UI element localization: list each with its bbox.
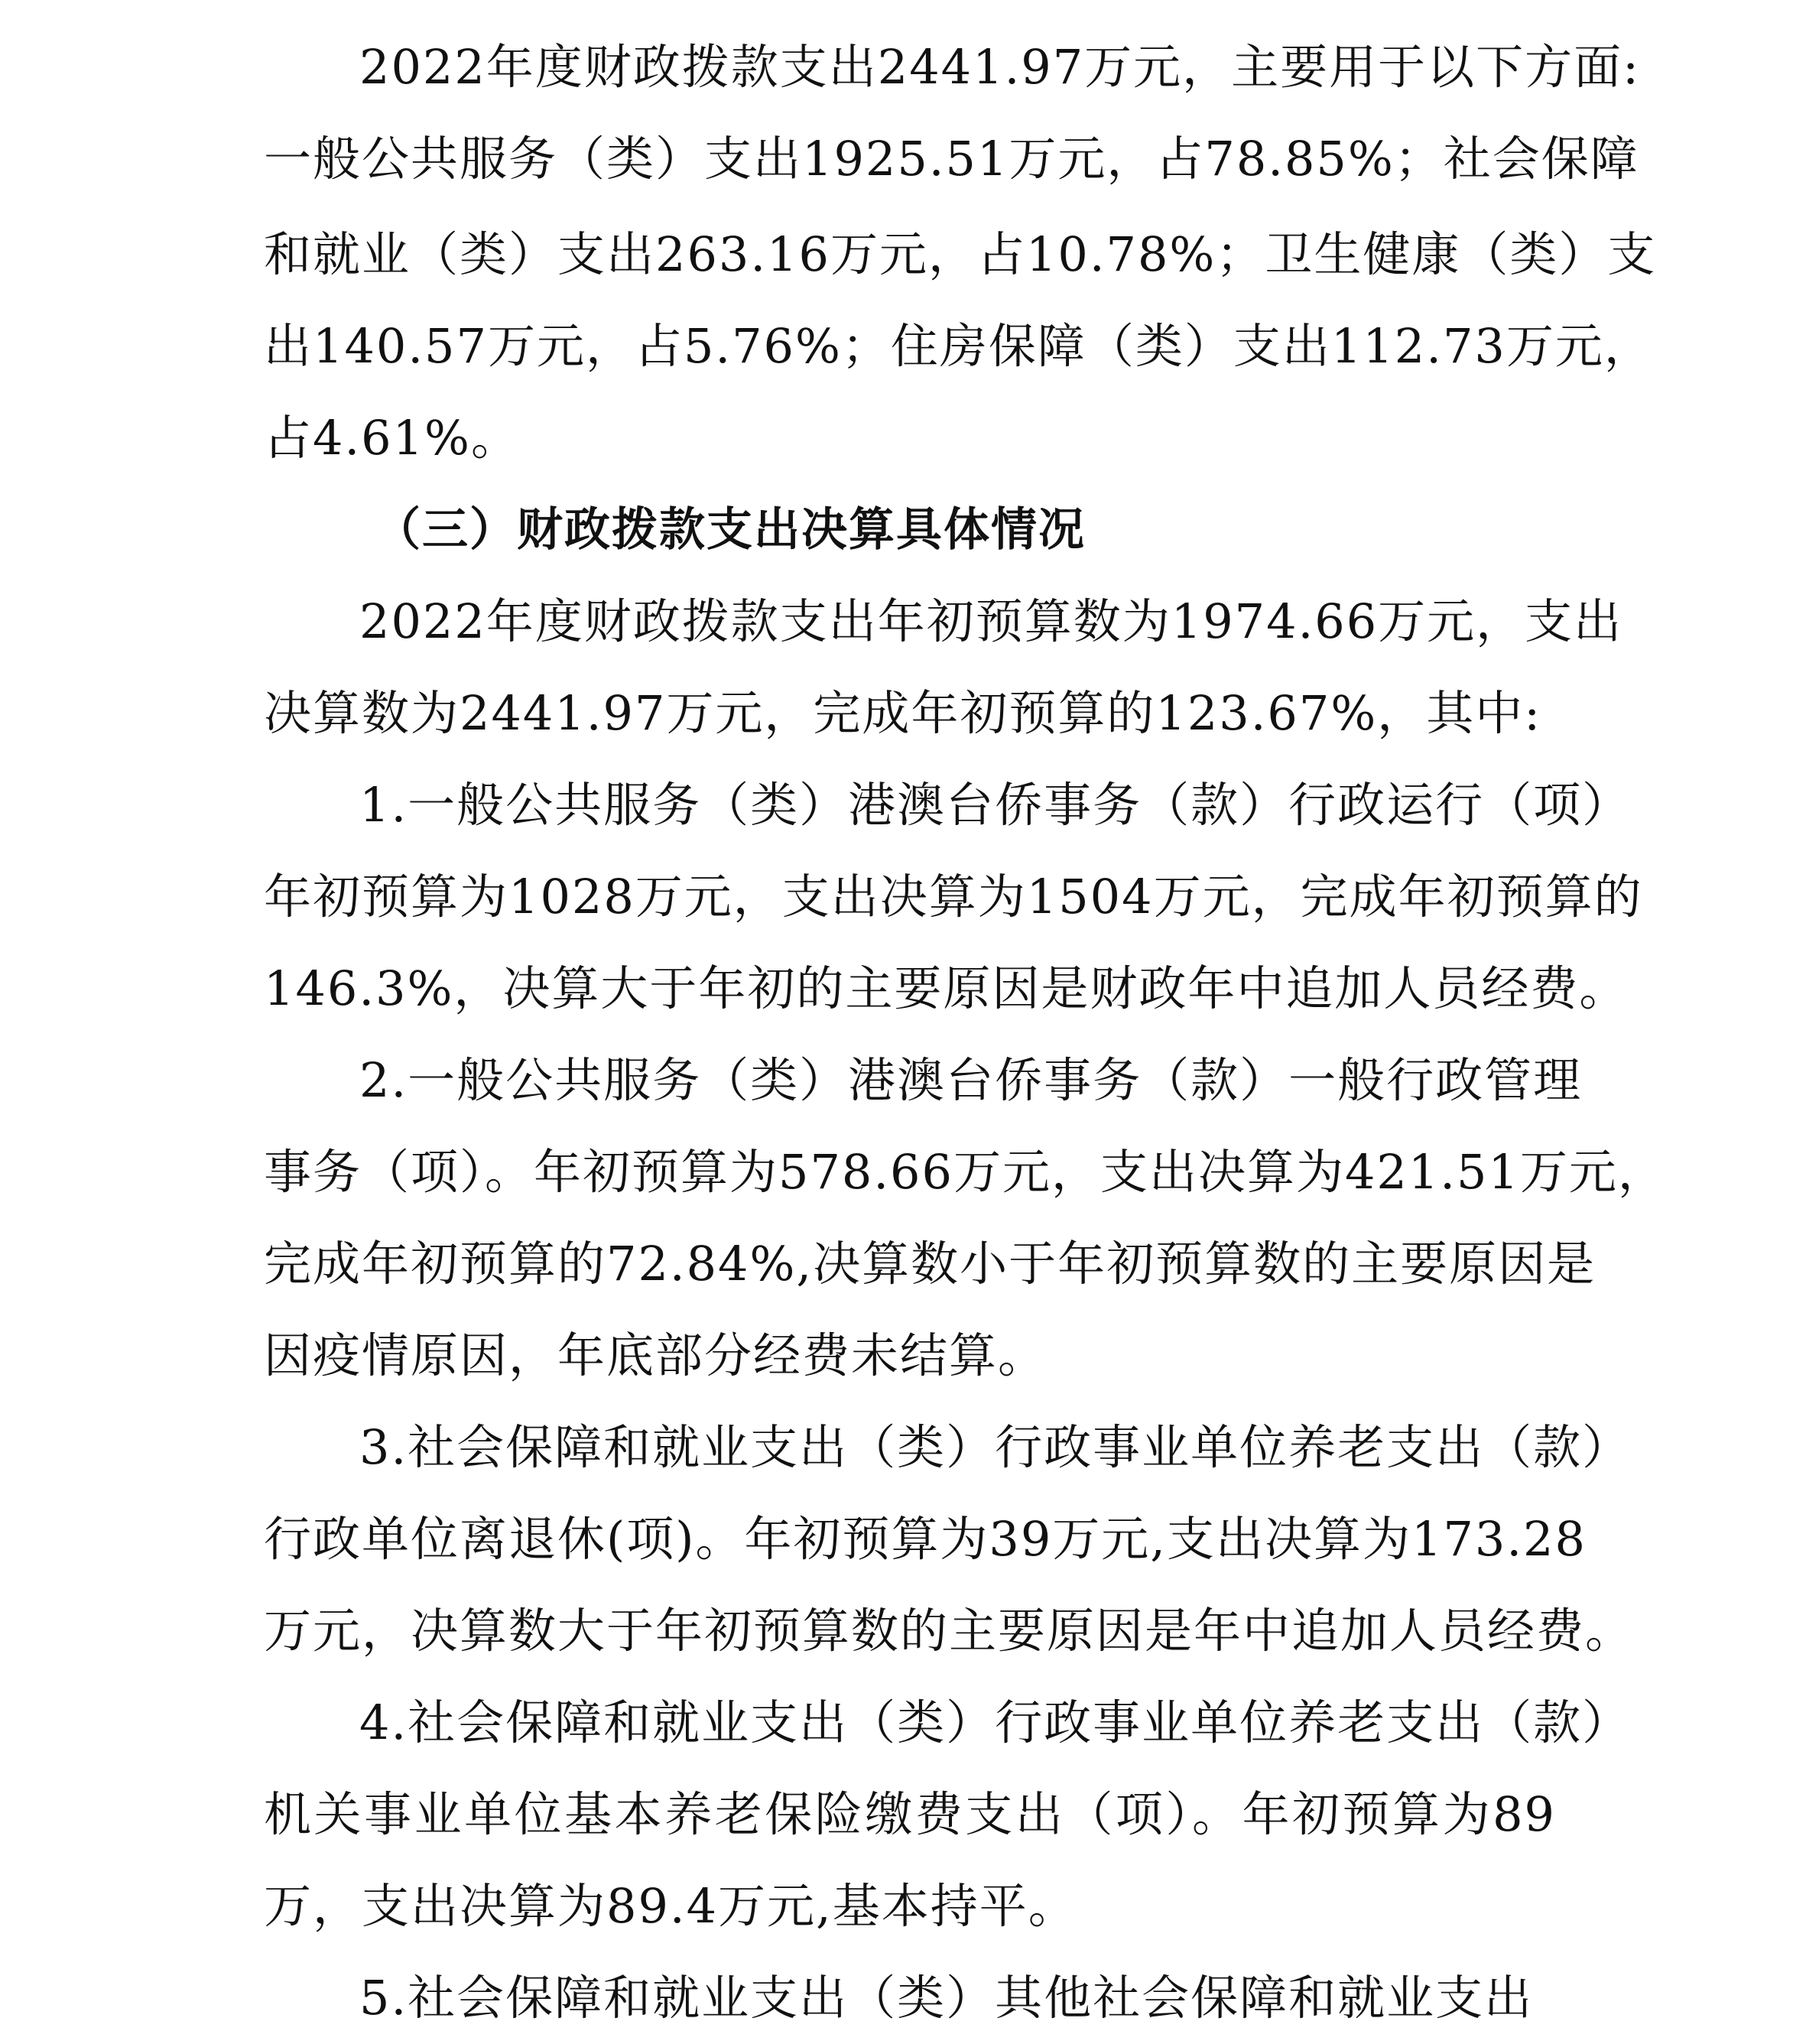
item-3-line-3: 万元，决算数大于年初预算数的主要原因是年中追加人员经费。 [264,1603,1635,1659]
item-3-line-2: 行政单位离退休(项)。年初预算为39万元,支出决算为173.28 [264,1511,1587,1567]
item-1-line-3: 146.3%，决算大于年初的主要原因是财政年中追加人员经费。 [264,960,1629,1016]
paragraph-1-line-4: 出140.57万元，占5.76%；住房保障（类）支出112.73万元， [264,318,1653,374]
paragraph-2-line-1: 2022年度财政拨款支出年初预算数为1974.66万元，支出 [359,593,1623,649]
paragraph-1-line-3: 和就业（类）支出263.16万元，占10.78%；卫生健康（类）支 [264,226,1657,282]
item-1-line-1: 1.一般公共服务（类）港澳台侨事务（款）行政运行（项） [359,777,1632,833]
paragraph-1-line-1: 2022年度财政拨款支出2441.97万元，主要用于以下方面: [359,39,1641,95]
item-2-line-1: 2.一般公共服务（类）港澳台侨事务（款）一般行政管理 [359,1052,1583,1108]
item-5-line-1: 5.社会保障和就业支出（类）其他社会保障和就业支出 [359,1970,1534,2026]
paragraph-2-line-2: 决算数为2441.97万元，完成年初预算的123.67%，其中: [264,685,1542,741]
item-3-line-1: 3.社会保障和就业支出（类）行政事业单位养老支出（款） [359,1419,1632,1475]
item-2-line-4: 因疫情原因，年底部分经费未结算。 [264,1327,1048,1383]
item-2-line-3: 完成年初预算的72.84%,决算数小于年初预算数的主要原因是 [264,1236,1596,1292]
item-1-line-2: 年初预算为1028万元，支出决算为1504万元，完成年初预算的 [264,869,1643,925]
item-4-line-1: 4.社会保障和就业支出（类）行政事业单位养老支出（款） [359,1695,1632,1750]
section-heading: （三）财政拨款支出决算具体情况 [375,503,1086,557]
paragraph-1-line-2: 一般公共服务（类）支出1925.51万元，占78.85%；社会保障 [264,131,1639,187]
item-4-line-3: 万，支出决算为89.4万元,基本持平。 [264,1878,1077,1934]
paragraph-1-line-5: 占4.61%。 [264,410,520,466]
item-2-line-2: 事务（项）。年初预算为578.66万元，支出决算为421.51万元， [264,1144,1667,1200]
item-4-line-2: 机关事业单位基本养老保险缴费支出（项）。年初预算为89 [264,1786,1556,1842]
